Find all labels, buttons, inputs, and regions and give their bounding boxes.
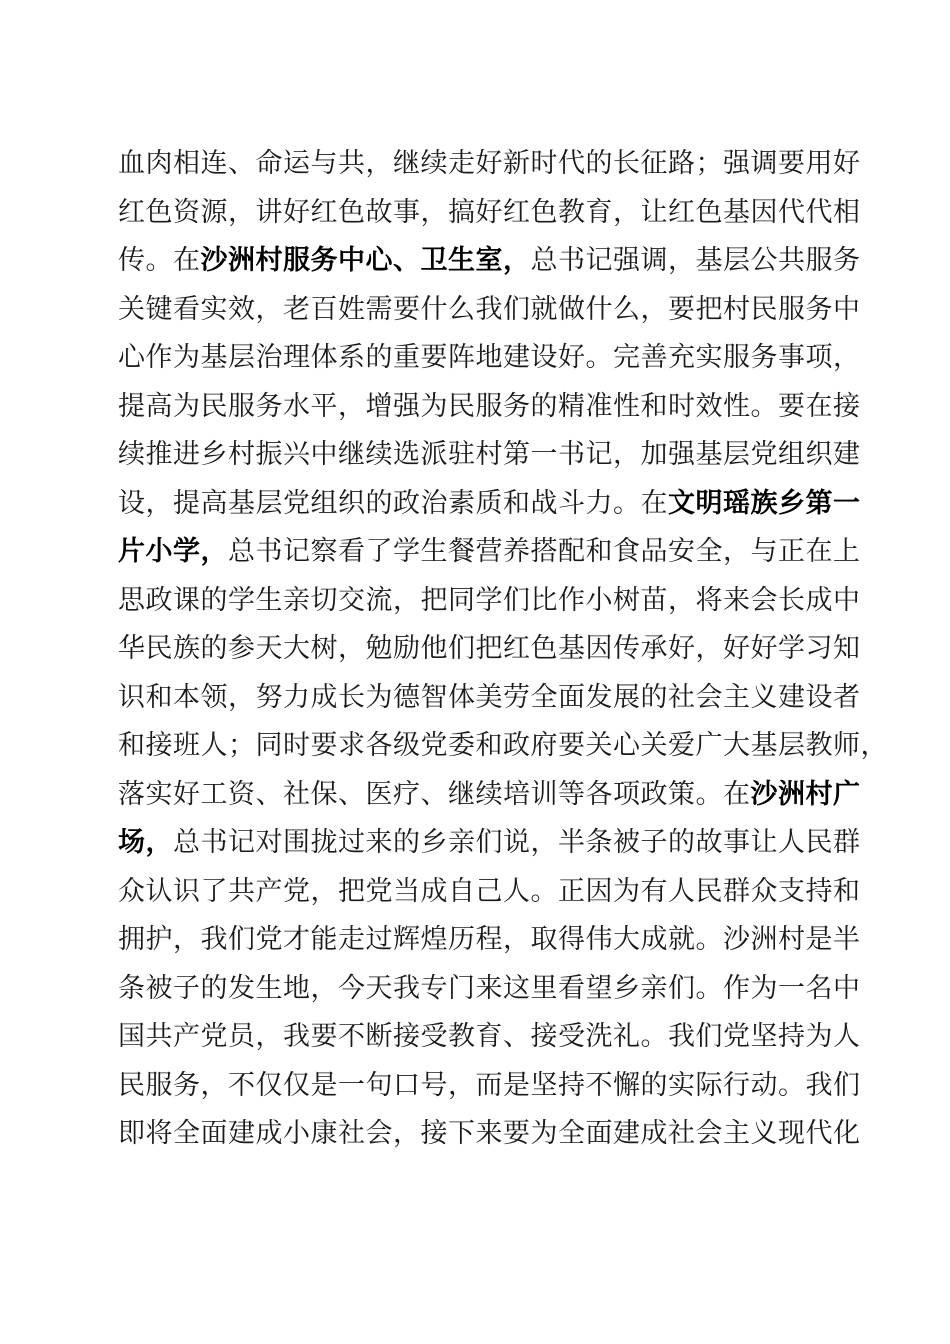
text-line — [118, 625, 861, 674]
text-segment: 华民族的参天大树，勉励他们把红色基因传承好，好好学习知 — [118, 633, 861, 664]
text-line — [118, 819, 861, 868]
text-segment: 条被子的发生地，今天我专门来这里看望乡亲们。作为一名中 — [118, 972, 861, 1004]
text-segment: 提高为民服务水平，增强为民服务的精准性和时效性。要在接 — [118, 390, 861, 422]
text-segment: 众认识了共产党，把党当成自己人。正因为有人民群众支持和 — [118, 875, 861, 907]
text-segment: 民服务，不仅仅是一句口号，而是坚持不懈的实际行动。我们 — [118, 1069, 861, 1101]
text-segment: 续推进乡村振兴中继续选派驻村第一书记，加强基层党组织建 — [118, 439, 861, 470]
text-segment: 总书记对围拢过来的乡亲们说，半条被子的故事让人民群 — [173, 827, 861, 858]
text-line — [118, 1062, 861, 1111]
text-line — [118, 916, 861, 965]
text-segment: 关键看实效，老百姓需要什么我们就做什么，要把村民服务中 — [118, 293, 861, 325]
text-segment: 识和本领，努力成长为德智体美劳全面发展的社会主义建设者 — [118, 681, 861, 713]
text-line — [118, 286, 861, 335]
bold-location-text: 片小学， — [118, 536, 228, 567]
text-line — [118, 189, 861, 238]
text-line — [118, 383, 861, 432]
text-segment: 红色资源，讲好红色故事，搞好红色教育，让红色基因代代相 — [118, 196, 861, 228]
text-segment: 和接班人；同时要求各级党委和政府要关心关爱广大基层教师， — [118, 730, 888, 761]
bold-location-text: 沙洲村服务中心、卫生室， — [200, 245, 531, 276]
text-segment: 思政课的学生亲切交流，把同学们比作小树苗，将来会长成中 — [118, 584, 861, 616]
text-line — [118, 965, 861, 1014]
text-line — [118, 1110, 861, 1159]
text-line — [118, 1013, 861, 1062]
text-line — [118, 674, 861, 723]
text-segment: 拥护，我们党才能走过辉煌历程，取得伟大成就。沙洲村是半 — [118, 924, 861, 955]
text-segment: 落实好工资、社保、医疗、继续培训等各项政策。在 — [118, 778, 751, 810]
text-line — [118, 431, 861, 480]
text-line — [118, 334, 861, 383]
bold-location-text: 文明瑶族乡第一 — [668, 487, 861, 519]
text-line — [118, 722, 888, 771]
text-segment: 血肉相连、命运与共，继续走好新时代的长征路；强调要用好 — [118, 148, 861, 179]
text-segment: 即将全面建成小康社会，接下来要为全面建成社会主义现代化 — [118, 1118, 861, 1149]
text-line — [118, 577, 861, 626]
body-text — [118, 140, 888, 1159]
text-segment: 总书记强调，基层公共服务 — [530, 245, 861, 276]
text-segment: 总书记察看了学生餐营养搭配和食品安全，与正在上 — [228, 536, 861, 567]
text-line — [118, 528, 861, 577]
text-line — [118, 480, 861, 529]
bold-location-text: 沙洲村广 — [750, 778, 861, 810]
bold-location-text: 场， — [118, 827, 173, 858]
text-segment: 国共产党员，我要不断接受教育、接受洗礼。我们党坚持为人 — [118, 1021, 861, 1052]
text-segment: 传。在 — [118, 245, 201, 276]
text-line — [118, 140, 861, 189]
text-segment: 心作为基层治理体系的重要阵地建设好。完善充实服务事项， — [118, 342, 861, 373]
text-line — [118, 868, 861, 917]
text-line — [118, 237, 861, 286]
text-segment: 设，提高基层党组织的政治素质和战斗力。在 — [118, 487, 668, 519]
text-line — [118, 771, 861, 820]
